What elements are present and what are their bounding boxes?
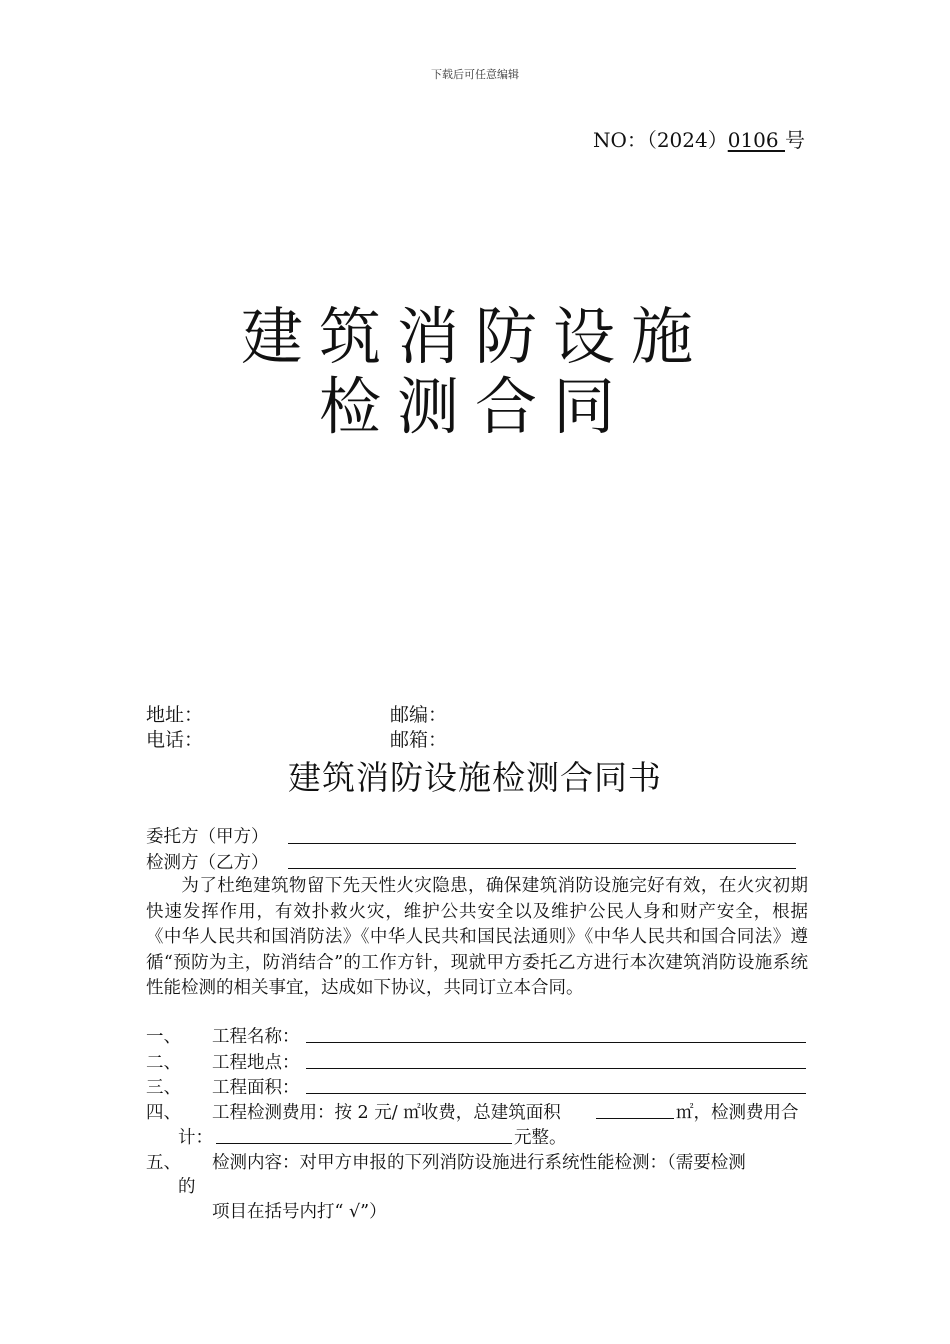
intro-paragraph xyxy=(146,874,808,1002)
project-name-blank xyxy=(306,1042,806,1043)
clause-2-number: 二、 xyxy=(146,1053,181,1073)
client-party-label: 委托方（甲方） xyxy=(146,827,269,847)
clause-5-note: 项目在括号内打“ √”） xyxy=(212,1202,387,1222)
cover-title-line2: 检测合同 xyxy=(318,370,631,443)
clause-5-text: 检测内容：对甲方申报的下列消防设施进行系统性能检测：（需要检测 xyxy=(212,1153,746,1173)
clause-4-cont: 计： xyxy=(178,1128,213,1148)
clause-4-unit: ㎡，检测费用合 xyxy=(676,1103,799,1123)
project-area-blank xyxy=(306,1093,806,1094)
clause-5-cont: 的 xyxy=(178,1177,196,1197)
contract-number xyxy=(593,124,805,153)
clause-5-number: 五、 xyxy=(146,1153,181,1173)
tester-party-blank xyxy=(288,868,796,869)
phone-label: 电话： xyxy=(146,729,204,751)
clause-1-number: 一、 xyxy=(146,1027,181,1047)
address-label: 地址： xyxy=(146,704,204,726)
clause-4-number: 四、 xyxy=(146,1103,181,1123)
total-fee-blank xyxy=(216,1143,512,1144)
project-location-blank xyxy=(306,1068,806,1069)
clause-2-label: 工程地点： xyxy=(212,1053,300,1073)
contract-number-prefix: NO：（2024） xyxy=(592,128,728,152)
header-note: 下载后可任意编辑 xyxy=(431,68,519,81)
contract-number-value: 0106 xyxy=(727,128,785,152)
contract-number-suffix: 号 xyxy=(785,128,805,152)
tester-party-label: 检测方（乙方） xyxy=(146,853,269,873)
clause-3-label: 工程面积： xyxy=(212,1078,300,1098)
client-party-blank xyxy=(288,843,796,844)
total-area-blank xyxy=(596,1118,674,1119)
intro-paragraph-text: 为了杜绝建筑物留下先天性火灾隐患，确保建筑消防设施完好有效，在火灾初期快速发挥作用，有效扑救火灾，维护公共安全以及维护公民人身和财产安全，根据《中华人民共和国消防法》《中华人民共和国民法通则》《中华人民共和国合同法》遵循“预防为主，防消结合”的工作方针，现就甲方委托乙方进行本次建筑消防设施系统性能检测的相关事宜，达成如下协议，共同订立本合同。 xyxy=(146,876,808,999)
clause-1-label: 工程名称： xyxy=(212,1027,300,1047)
clause-4-end: 元整。 xyxy=(514,1128,567,1148)
postcode-label: 邮编： xyxy=(390,704,448,726)
clause-4-label: 工程检测费用：按 2 元/ ㎡收费，总建筑面积 xyxy=(212,1103,561,1123)
cover-title-line1: 建筑消防设施 xyxy=(240,300,709,373)
email-label: 邮箱： xyxy=(390,729,448,751)
document-subtitle: 建筑消防设施检测合同书 xyxy=(288,758,662,797)
clause-3-number: 三、 xyxy=(146,1078,181,1098)
